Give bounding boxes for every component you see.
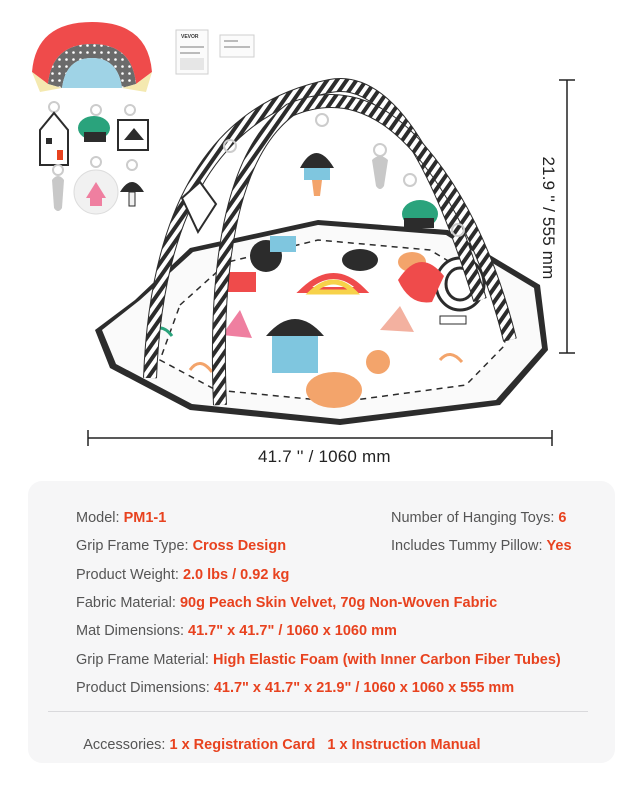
spec-value: Yes bbox=[546, 538, 572, 554]
spec-key: Model: bbox=[76, 510, 124, 526]
spec-value: 41.7" x 41.7" x 21.9" / 1060 x 1060 x 555 mm bbox=[213, 680, 515, 696]
spec-value: High Elastic Foam (with Inner Carbon Fiber Tubes) bbox=[212, 652, 561, 668]
spec-accessories bbox=[76, 721, 481, 753]
spec-fabric-material bbox=[76, 595, 497, 611]
spec-mat-dimensions bbox=[76, 623, 397, 639]
loose-toys bbox=[40, 102, 148, 214]
spec-product-weight bbox=[76, 567, 289, 583]
width-dimension-label: 41.7 '' / 1060 mm bbox=[258, 447, 391, 466]
spec-value: 41.7" x 41.7" / 1060 x 1060 mm bbox=[188, 623, 397, 639]
spec-key: Grip Frame Material: bbox=[76, 652, 213, 668]
spec-key: Product Dimensions: bbox=[76, 680, 214, 696]
spec-model bbox=[76, 510, 166, 526]
spec-key: Includes Tummy Pillow: bbox=[391, 538, 547, 554]
spec-value: 6 bbox=[558, 510, 567, 526]
spec-key: Mat Dimensions: bbox=[76, 623, 189, 639]
spec-value: 1 x Registration Card 1 x Instruction Manual bbox=[169, 737, 481, 753]
spec-key: Accessories: bbox=[83, 737, 170, 753]
spec-value: PM1-1 bbox=[123, 510, 167, 526]
height-dimension-label: 21.9 '' / 555 mm bbox=[539, 156, 558, 280]
spec-grip-frame-material bbox=[76, 652, 561, 668]
spec-value: 90g Peach Skin Velvet, 70g Non-Woven Fabric bbox=[179, 595, 498, 611]
spec-grip-frame-type bbox=[76, 538, 286, 554]
spec-key: Number of Hanging Toys: bbox=[391, 510, 559, 526]
spec-value: 2.0 lbs / 0.92 kg bbox=[182, 567, 290, 583]
spec-hanging-toys bbox=[391, 510, 566, 526]
rainbow-pillow bbox=[32, 22, 152, 92]
spec-key: Product Weight: bbox=[76, 567, 183, 583]
packaging-cards bbox=[176, 30, 254, 74]
spec-key: Fabric Material: bbox=[76, 595, 180, 611]
spec-key: Grip Frame Type: bbox=[76, 538, 193, 554]
box-brand-text: VEVOR bbox=[181, 34, 199, 40]
spec-tummy-pillow bbox=[391, 538, 572, 554]
divider bbox=[48, 711, 588, 712]
hanging-toys bbox=[182, 114, 464, 236]
spec-product-dimensions bbox=[76, 680, 514, 696]
spec-value: Cross Design bbox=[192, 538, 287, 554]
